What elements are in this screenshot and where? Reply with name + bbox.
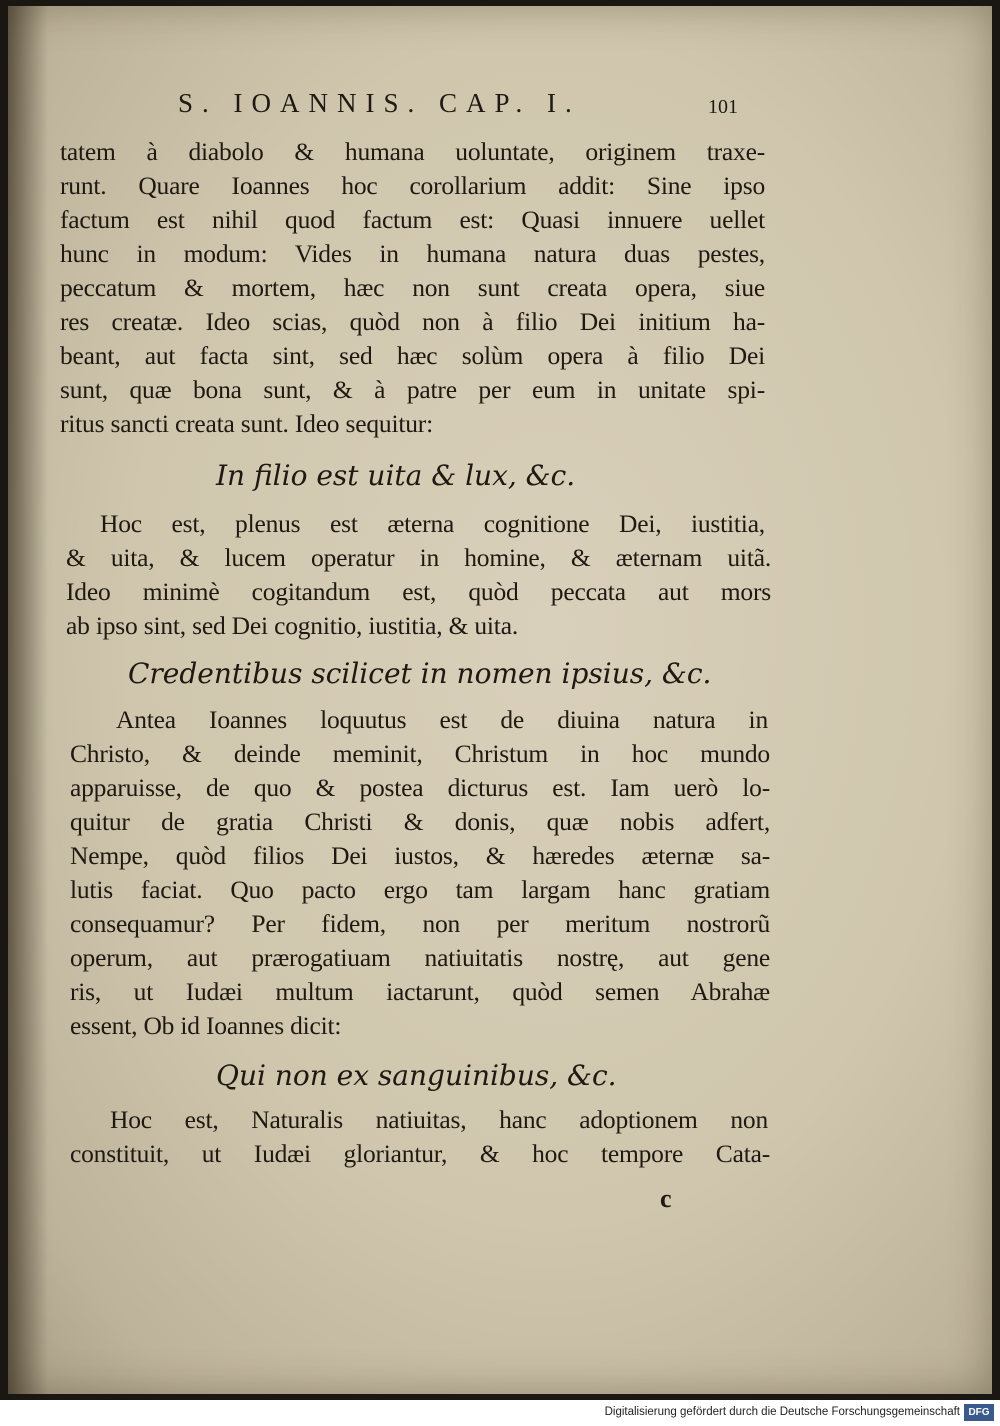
text-line: consequamur? Per fidem, non per meritum nostrorũ: [70, 909, 770, 938]
text-line: runt. Quare Ioannes hoc corollarium addit: Sine ipso: [60, 171, 765, 200]
text-line: essent, Ob id Ioannes dicit:: [70, 1011, 342, 1040]
text-line: Hoc est, plenus est æterna cognitione Dei, iustitia,: [100, 509, 765, 538]
section-heading: Qui non ex sanguinibus, &c.: [216, 1059, 617, 1092]
text-line: res creatæ. Ideo scias, quòd non à filio Dei initium ha-: [60, 307, 765, 336]
text-line: ab ipso sint, sed Dei cognitio, iustitia, & uita.: [66, 611, 518, 640]
footer-credit: Digitalisierung gefördert durch die Deutsche Forschungsgemeinschaft: [604, 1406, 960, 1418]
section-heading: In filio est uita & lux, &c.: [216, 459, 576, 492]
text-line: sunt, quæ bona sunt, & à patre per eum in unitate spi-: [60, 375, 765, 404]
text-line: ris, ut Iudæi multum iactarunt, quòd semen Abrahæ: [70, 977, 770, 1006]
dfg-logo: DFG: [964, 1404, 994, 1421]
text-line: Christo, & deinde meminit, Christum in hoc mundo: [70, 739, 770, 768]
book-page: [8, 6, 992, 1394]
text-line: ritus sancti creata sunt. Ideo sequitur:: [60, 409, 433, 438]
text-line: lutis faciat. Quo pacto ergo tam largam hanc gratiam: [70, 875, 770, 904]
text-line: quitur de gratia Christi & donis, quæ nobis adfert,: [70, 807, 770, 836]
footer-bar: [0, 1400, 1000, 1426]
text-line: hunc in modum: Vides in humana natura duas pestes,: [60, 239, 765, 268]
text-line: Nempe, quòd filios Dei iustos, & hæredes æternæ sa-: [70, 841, 770, 870]
text-line: operum, aut prærogatiuam natiuitatis nostrę, aut gene: [70, 943, 770, 972]
text-line: Antea Ioannes loquutus est de diuina natura in: [116, 705, 768, 734]
text-line: tatem à diabolo & humana uoluntate, originem traxe-: [60, 137, 765, 166]
page-number: 101: [708, 96, 738, 118]
text-line: beant, aut facta sint, sed hæc solùm opera à filio Dei: [60, 341, 765, 370]
running-head: S. IOANNIS. CAP. I.: [178, 88, 581, 118]
text-line: peccatum & mortem, hæc non sunt creata opera, siue: [60, 273, 765, 302]
text-line: & uita, & lucem operatur in homine, & æternam uitã.: [66, 543, 771, 572]
text-line: apparuisse, de quo & postea dicturus est. Iam uerò lo-: [70, 773, 770, 802]
text-line: constituit, ut Iudæi gloriantur, & hoc tempore Cata-: [70, 1139, 770, 1168]
section-heading: Credentibus scilicet in nomen ipsius, &c.: [128, 657, 712, 690]
text-line: factum est nihil quod factum est: Quasi innuere uellet: [60, 205, 765, 234]
catchword: c: [660, 1184, 672, 1213]
page-text-area: [8, 6, 992, 1394]
text-line: Ideo minimè cogitandum est, quòd peccata aut mors: [66, 577, 771, 606]
text-line: Hoc est, Naturalis natiuitas, hanc adoptionem non: [110, 1105, 768, 1134]
